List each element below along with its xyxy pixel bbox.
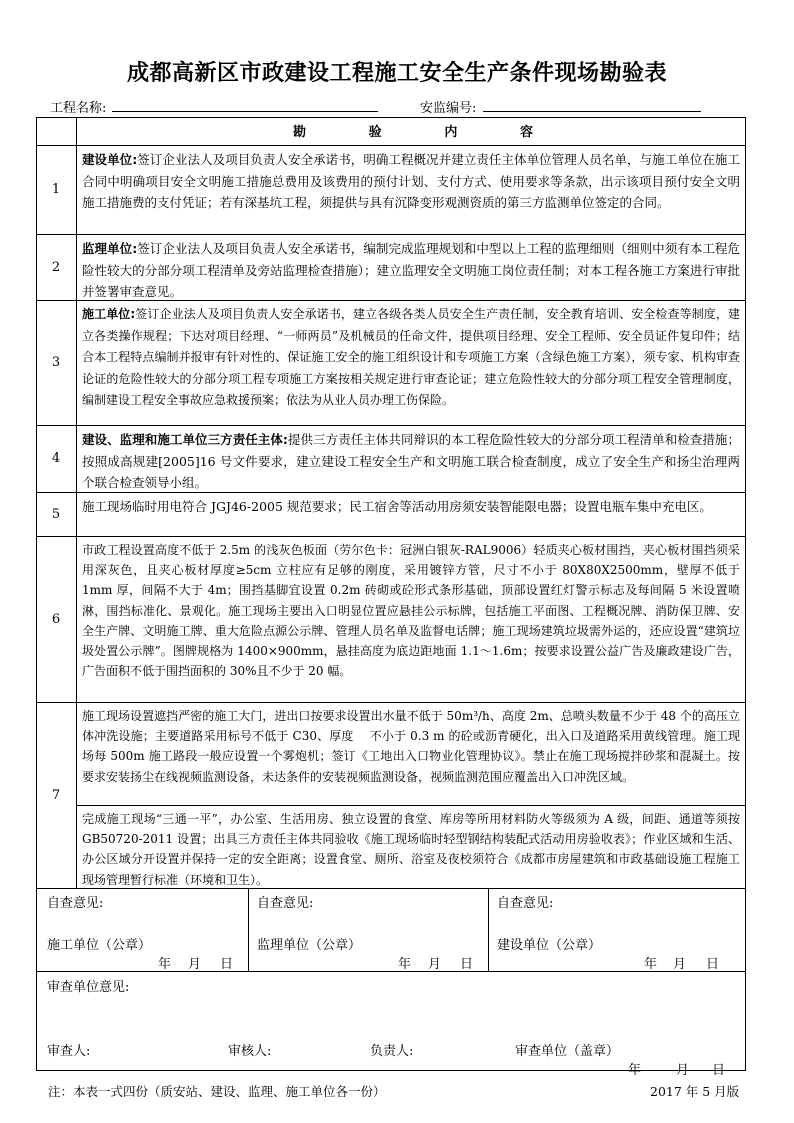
row-text: 签订企业法人及项目负责人安全承诺书，明确工程概况并建立责任主体单位管理人员名单，与施工单位在施工合同中明确项目安全文明施工措施总费用及该费用的预付计划、支付方式、使用要求等条款，出示该项目预付安全文明施工措施费的支付凭证；若有深基坑工程，须提供与具有沉降变形观测资质的第三方监测单位签定的合同。 xyxy=(82,152,740,211)
row-text: 签订企业法人及项目负责人安全承诺书，建立各级各类人员安全生产责任制，安全教育培训、安全检查等制度，建立各类操作规程；下达对项目经理、“一师两员”及机械员的任命文件，提供项目经理、安全工程师、安全员证件复印件；结合本工程特点编制并报审有针对性的、保证施工安全的施工组织设计和专项施工方案（含绿色施工方案），须专家、机构审查论证的危险性较大的分部分项工程专项施工方案按相关规定进行审查论证；建立危险性较大的分部分项工程安全管理制度，编制建设工程安全事故应急救援预案；依法为从业人员办理工伤保险。 xyxy=(82,307,740,408)
project-name-field[interactable] xyxy=(112,111,378,112)
project-name-label: 工程名称: xyxy=(50,101,107,116)
row-content xyxy=(76,425,746,492)
row-text: 施工现场设置遮挡严密的施工大门，进出口按要求设置出水量不低于 50m³/h、高度 2m、总喷头数量不少于 48 个的高压立体冲洗设施；主要道路采用标号不低于 C30、厚度 不小于 0.3 m 的砼或沥青硬化，出入口及道路采用黄线管理。施工现场每 500m 施工路段一般应设置一个雾炮机；签订《工地出入口物业化管理协议》。禁止在施工现场搅拌砂浆和混凝土。按要求安装扬尘在线视频监测设备，未达条件的安装视频监测设备，视频监测范围应覆盖出入口冲洗区域。 xyxy=(82,709,740,784)
row-lead: 建设、监理和施工单位三方责任主体: xyxy=(82,432,288,447)
row-content-continued xyxy=(76,805,746,888)
date-month: 月 xyxy=(673,957,687,972)
date-month: 月 xyxy=(188,957,202,972)
date-day: 日 xyxy=(220,957,234,972)
table-header-char: 容 xyxy=(519,125,533,140)
version-label: 2017 年 5 月版 xyxy=(650,1084,740,1099)
date-year: 年 xyxy=(628,1063,642,1078)
row-lead: 监理单位: xyxy=(82,241,138,256)
row-number: 3 xyxy=(51,355,61,370)
supervision-unit-seal: 监理单位（公章） xyxy=(257,938,362,953)
row-content xyxy=(76,234,746,300)
table-header-char: 勘 xyxy=(293,125,307,140)
construction-unit-seal: 施工单位（公章） xyxy=(47,938,152,953)
footer-note: 注：本表一式四份（质安站、建设、监理、施工单位各一份） xyxy=(48,1084,386,1099)
responsible-label: 负责人: xyxy=(370,1044,414,1059)
row-number: 5 xyxy=(51,506,61,522)
row-lead: 建设单位: xyxy=(82,152,138,167)
row-text: 市政工程设置高度不低于 2.5m 的浅灰色板面（劳尔色卡：冠洲白银灰-RAL9006）轻质夹心板材围挡，夹心板材围挡须采用深灰色，且夹心板材厚度≥5cm 立柱应有足够的刚度，采用镀锌方管，尺寸不小于 80X80X2500mm，壁厚不低于 1mm 厚，间隔不大于 4m；围挡基脚宜设置 0.2m 砖砌或砼形式条形基础，顶部设置红灯警示标志及每间隔 5 米设置喷淋，围挡标准化、景观化。施工现场主要出入口明显位置应悬挂公示标牌，包括施工平面图、工程概况牌、消防保卫牌、安全生产牌、文明施工牌、重大危险点源公示牌、管理人员名单及监督电话牌；施工现场建筑垃圾需外运的，还应设置“建筑垃圾处置公示牌”。图牌规格为 1400×900mm，悬挂高度为底边距地面 1.1～1.6m；按要求设置公益广告及廉政建设广告，广告面积不低于围挡面积的 30%且不少于 20 幅。 xyxy=(82,543,740,679)
review-opinion-label: 审查单位意见: xyxy=(47,980,130,995)
supervision-no-label: 安监编号: xyxy=(420,101,477,116)
row-content xyxy=(76,300,746,425)
row-text: 施工现场临时用电符合 JGJ46-2005 规范要求；民工宿舍等活动用房须安装智能限电器；设置电瓶车集中充电区。 xyxy=(82,499,712,514)
date-year: 年 xyxy=(398,957,412,972)
self-check-label: 自查意见: xyxy=(497,896,554,911)
row-number: 7 xyxy=(51,787,61,803)
owner-unit-seal: 建设单位（公章） xyxy=(497,938,602,953)
table-header-char: 验 xyxy=(368,125,382,140)
verifier-label: 审核人: xyxy=(228,1044,272,1059)
date-year: 年 xyxy=(644,957,658,972)
row-number: 6 xyxy=(51,611,61,627)
row-content xyxy=(76,536,746,702)
date-day: 日 xyxy=(712,1063,726,1078)
row-content xyxy=(76,145,746,234)
self-check-label: 自查意见: xyxy=(257,896,314,911)
row-text: 签订企业法人及项目负责人安全承诺书，编制完成监理规划和中型以上工程的监理细则（细则中须有本工程危险性较大的分部分项工程清单及旁站监理检查措施）；建立监理安全文明施工岗位责任制；对本工程各施工方案进行审批并签署审查意见。 xyxy=(82,241,740,300)
date-month: 月 xyxy=(676,1063,690,1078)
row-content xyxy=(76,492,746,536)
row-text: 提供三方责任主体共同辩识的本工程危险性较大的分部分项工程清单和检查措施；按照成高规建[2005]16 号文件要求，建立建设工程安全生产和文明施工联合检查制度，成立了安全生产和扬尘治理两个联合检查领导小组。 xyxy=(82,432,740,491)
date-year: 年 xyxy=(158,957,172,972)
row-number: 2 xyxy=(51,259,61,275)
row-number: 1 xyxy=(51,182,61,197)
row-text: 完成施工现场“三通一平”，办公室、生活用房、独立设置的食堂、库房等所用材料防火等级须为 A 级，间距、通道等须按 GB50720-2011 设置；出具三方责任主体共同验收《施工现场临时轻型钢结构装配式活动用房验收表》；作业区域和生活、办公区域分开设置并保持一定的安全距离；设置食堂、厕所、浴室及夜校须符合《成都市房屋建筑和市政基础设施工程施工现场管理暂行标准（环境和卫生）。 xyxy=(82,812,740,887)
supervision-no-field[interactable] xyxy=(483,111,701,112)
table-header xyxy=(293,121,533,140)
date-month: 月 xyxy=(428,957,442,972)
page-title: 成都高新区市政建设工程施工安全生产条件现场勘验表 xyxy=(126,61,667,86)
date-day: 日 xyxy=(706,957,720,972)
date-day: 日 xyxy=(460,957,474,972)
self-check-label: 自查意见: xyxy=(47,896,104,911)
review-unit-seal: 审查单位（盖章） xyxy=(515,1044,620,1059)
row-number: 4 xyxy=(51,451,61,466)
reviewer-label: 审查人: xyxy=(47,1044,91,1059)
table-header-char: 内 xyxy=(444,125,458,140)
row-lead: 施工单位: xyxy=(82,307,136,321)
row-content xyxy=(76,702,746,804)
